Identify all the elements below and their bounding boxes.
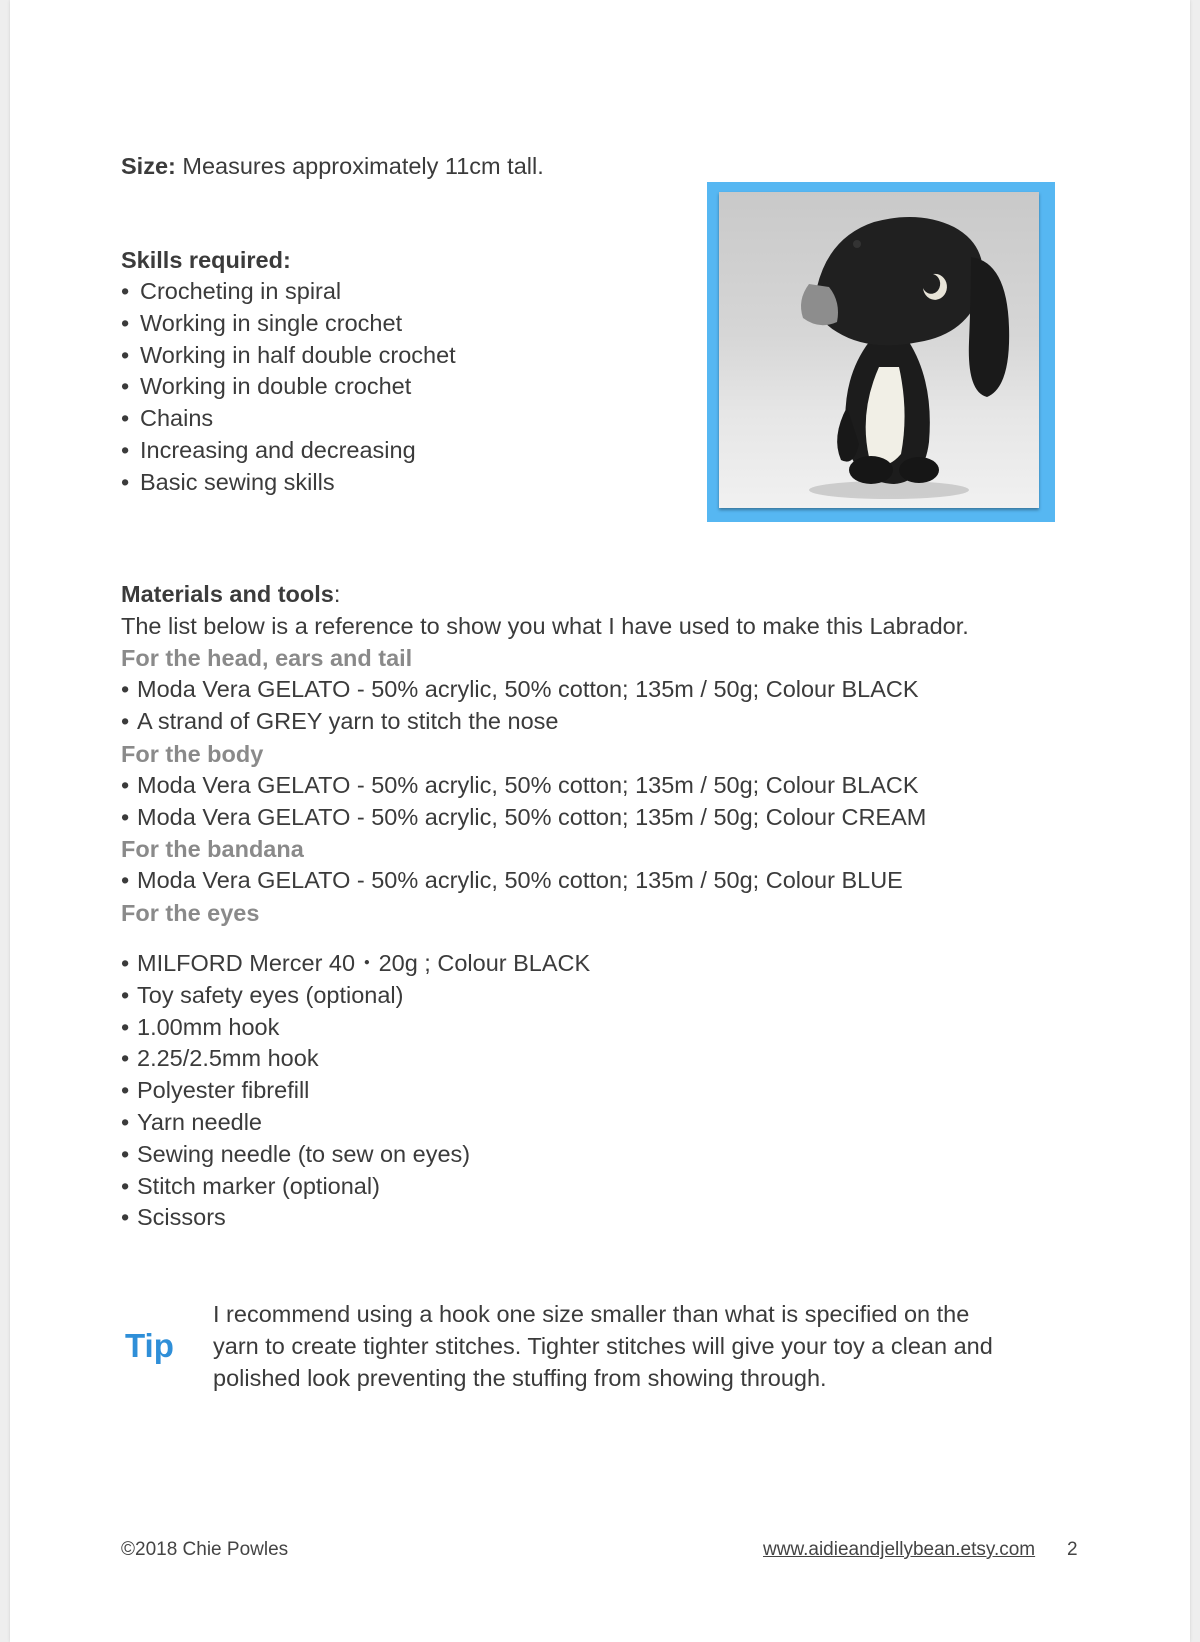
material-item: • Moda Vera GELATO - 50% acrylic, 50% cotton; 135m / 50g; Colour BLACK (121, 674, 919, 706)
skill-item: • Working in single crochet (121, 308, 456, 340)
skill-item: • Working in half double crochet (121, 340, 456, 372)
materials-colon: : (333, 581, 341, 607)
section-title-head: For the head, ears and tail (121, 645, 413, 671)
skill-item: • Working in double crochet (121, 371, 456, 403)
tip-line: yarn to create tighter stitches. Tighter stitches will give your toy a clean and (213, 1333, 993, 1359)
materials-heading-line (121, 578, 340, 610)
footer-shop-link[interactable]: www.aidieandjellybean.etsy.com (763, 1539, 1036, 1560)
size-label: Size: (121, 153, 176, 179)
section-title-eyes: For the eyes (121, 900, 260, 926)
document-page (10, 0, 1190, 1642)
material-item: • Sewing needle (to sew on eyes) (121, 1139, 590, 1171)
footer-copyright: ©2018 Chie Powles (121, 1539, 289, 1560)
page-number: 2 (1067, 1539, 1078, 1560)
tip-text (213, 1298, 1033, 1394)
material-item: • Yarn needle (121, 1107, 590, 1139)
skills-list (121, 276, 456, 499)
section-title-body: For the body (121, 741, 264, 767)
skill-item: • Basic sewing skills (121, 467, 456, 499)
skill-item: • Chains (121, 403, 456, 435)
material-item: • Stitch marker (optional) (121, 1171, 590, 1203)
size-text: Measures approximately 11cm tall. (175, 153, 544, 179)
skill-item: • Increasing and decreasing (121, 435, 456, 467)
tip-label: Tip (125, 1327, 174, 1364)
skills-heading: Skills required: (121, 247, 291, 273)
materials-list-head (121, 674, 919, 738)
materials-list-bandana (121, 865, 903, 897)
material-item: • Moda Vera GELATO - 50% acrylic, 50% cotton; 135m / 50g; Colour CREAM (121, 802, 926, 834)
material-item: • Toy safety eyes (optional) (121, 980, 590, 1012)
materials-intro: The list below is a reference to show you what I have used to make this Labrador. (121, 613, 969, 639)
materials-list-eyes (121, 948, 590, 1234)
labrador-amigurumi-photo (719, 192, 1039, 508)
material-item: • A strand of GREY yarn to stitch the nose (121, 706, 919, 738)
labrador-amigurumi-illustration (719, 192, 1039, 508)
size-line (121, 150, 544, 182)
materials-heading: Materials and tools (121, 581, 334, 607)
tip-line: I recommend using a hook one size smaller than what is specified on the (213, 1301, 970, 1327)
materials-list-body (121, 770, 926, 834)
material-item: • Scissors (121, 1202, 590, 1234)
material-item: • MILFORD Mercer 40・20g ; Colour BLACK (121, 948, 590, 980)
material-item: • 1.00mm hook (121, 1012, 590, 1044)
material-item: • 2.25/2.5mm hook (121, 1043, 590, 1075)
material-item: • Polyester fibrefill (121, 1075, 590, 1107)
tip-line: polished look preventing the stuffing from showing through. (213, 1365, 827, 1391)
material-item: • Moda Vera GELATO - 50% acrylic, 50% cotton; 135m / 50g; Colour BLACK (121, 770, 926, 802)
skill-item: • Crocheting in spiral (121, 276, 456, 308)
section-title-bandana: For the bandana (121, 836, 304, 862)
labrador-photo-frame (707, 182, 1055, 522)
material-item: • Moda Vera GELATO - 50% acrylic, 50% cotton; 135m / 50g; Colour BLUE (121, 865, 903, 897)
